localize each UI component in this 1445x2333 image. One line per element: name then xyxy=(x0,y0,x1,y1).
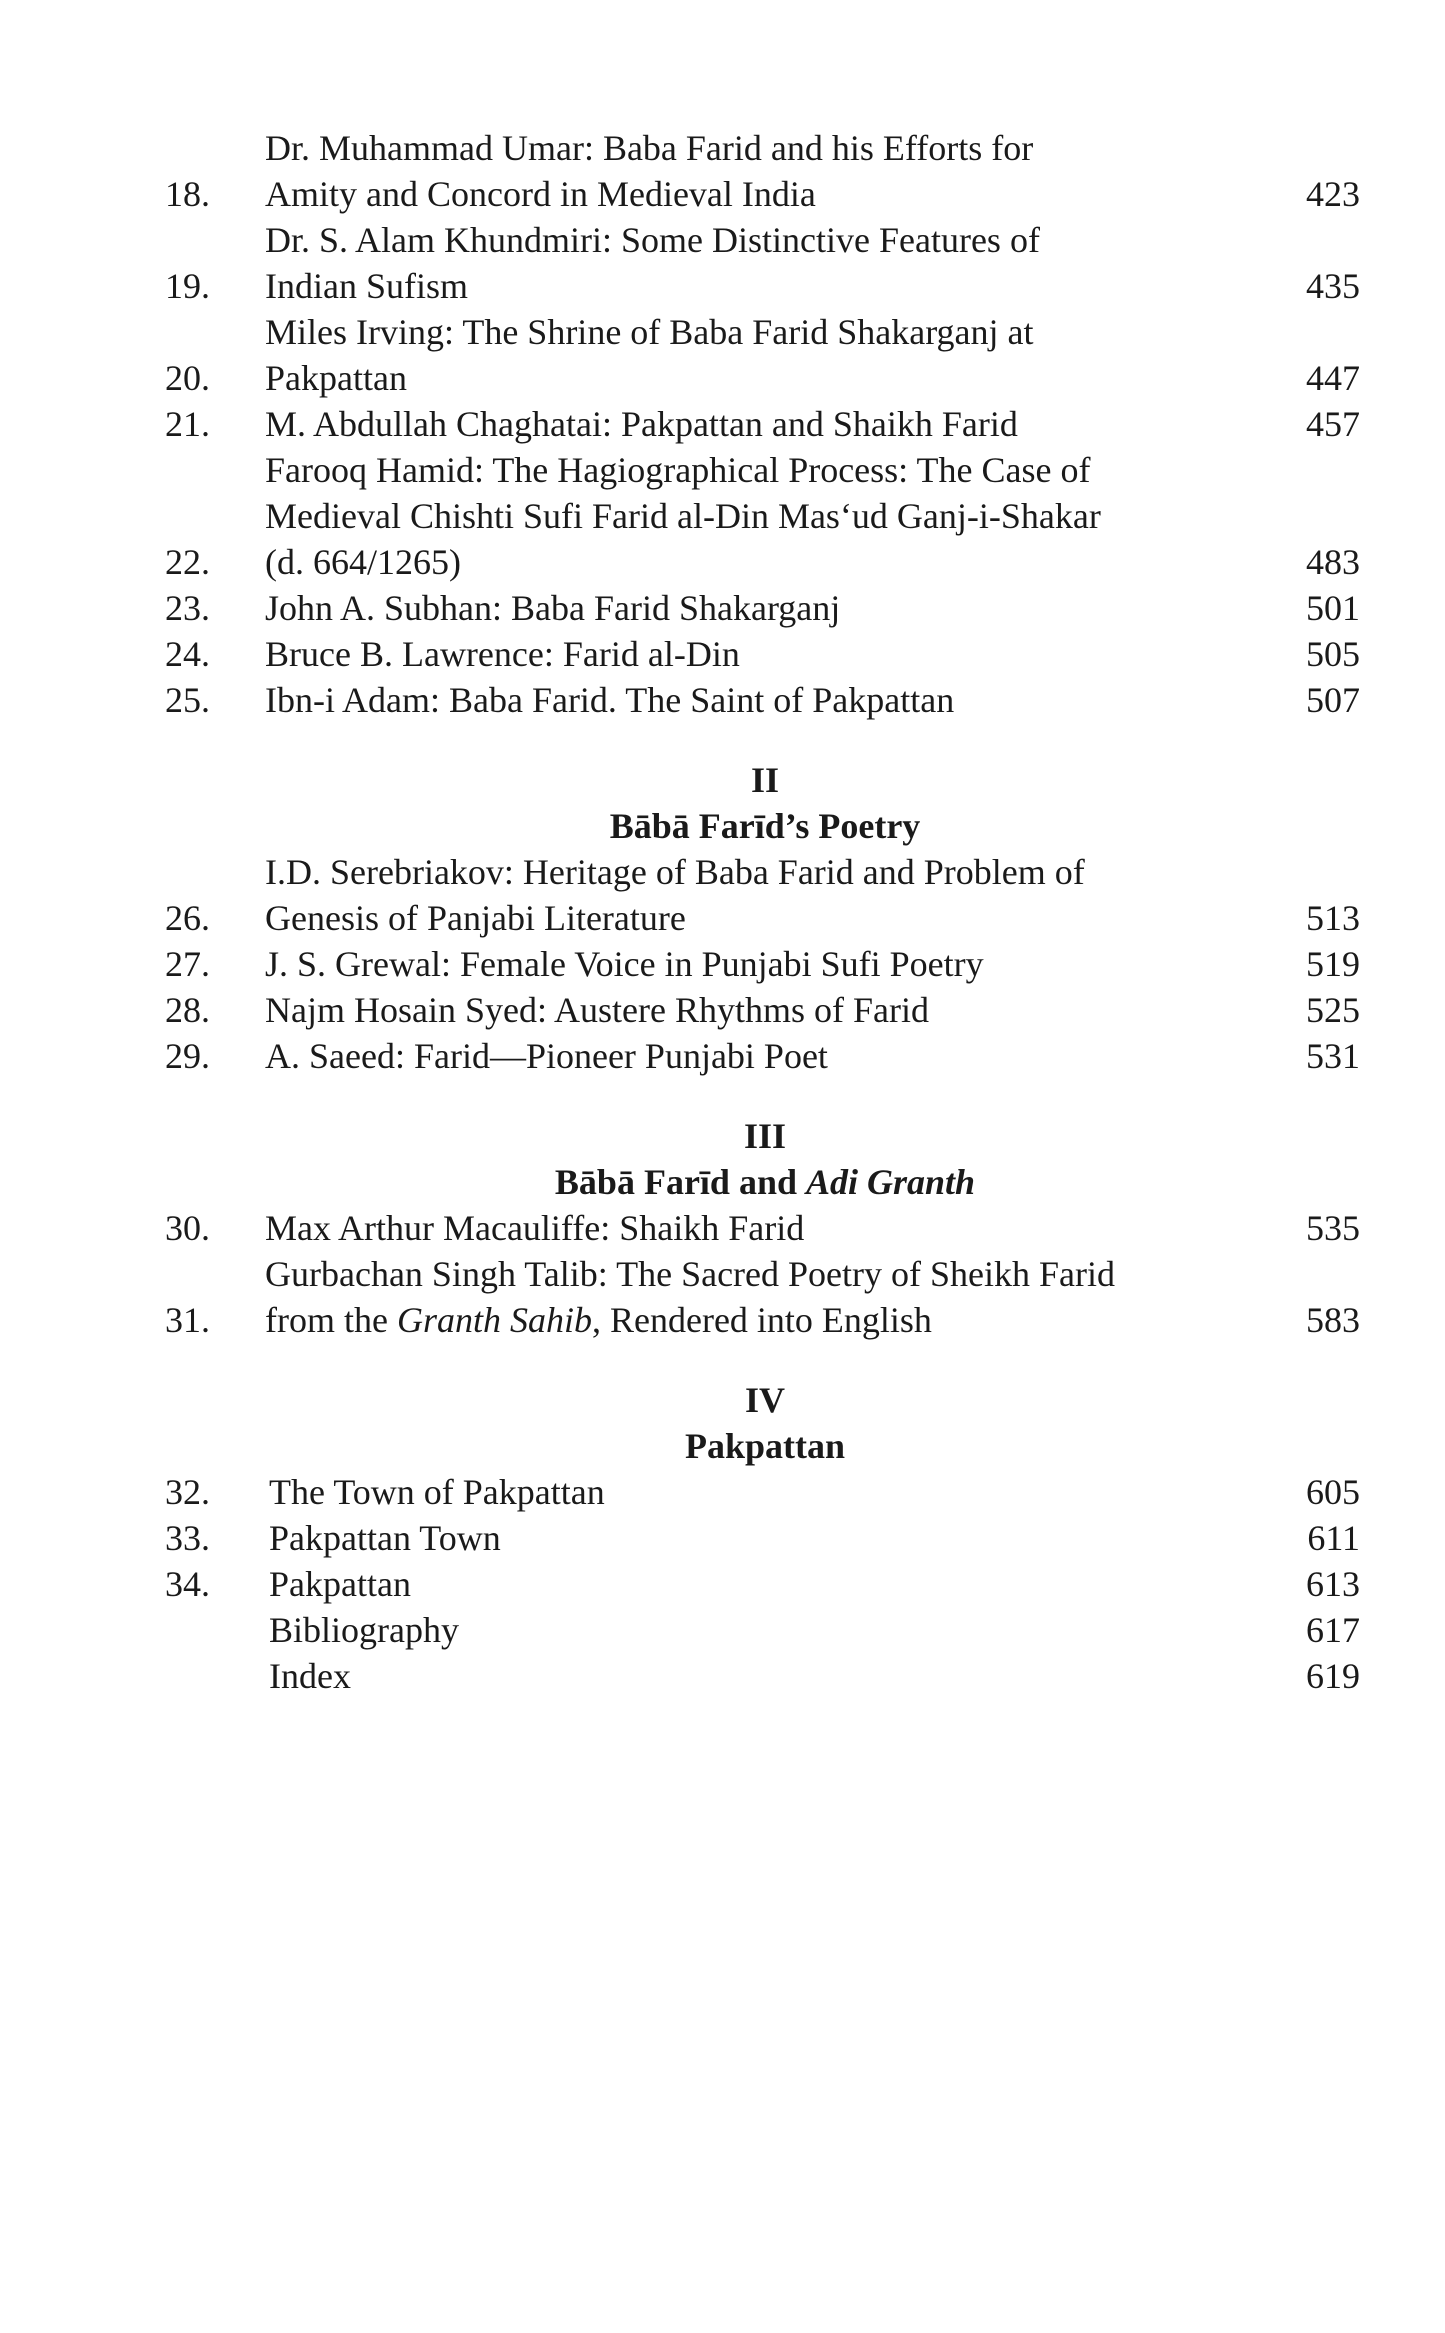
entry-page-number: 611 xyxy=(1307,1518,1360,1558)
entry-page-number: 423 xyxy=(1306,174,1360,214)
entry-title: Pakpattan Town xyxy=(269,1518,501,1558)
entry-page-number: 617 xyxy=(1306,1610,1360,1650)
toc-entry-28 xyxy=(165,987,1360,1033)
entry-page-number: 483 xyxy=(1306,542,1360,582)
entry-page-number: 501 xyxy=(1306,588,1360,628)
entry-title: J. S. Grewal: Female Voice in Punjabi Sufi Poetry xyxy=(265,944,984,984)
entry-page-number: 583 xyxy=(1306,1300,1360,1340)
toc-entry-33 xyxy=(165,1515,1360,1561)
entry-page-number: 535 xyxy=(1306,1208,1360,1248)
entry-title: Index xyxy=(269,1656,351,1696)
entry-title: The Town of Pakpattan xyxy=(269,1472,605,1512)
section-title: Bābā Farīd and Adi Granth xyxy=(554,1162,976,1202)
toc-entry-31 xyxy=(165,1251,1360,1343)
entry-number: 22. xyxy=(165,542,210,582)
toc-entry-25 xyxy=(165,677,1360,723)
entry-page-number: 513 xyxy=(1306,898,1360,938)
entry-page-number: 457 xyxy=(1306,404,1360,444)
entry-number: 28. xyxy=(165,990,210,1030)
entry-title: John A. Subhan: Baba Farid Shakarganj xyxy=(265,588,841,628)
entry-number: 21. xyxy=(165,404,210,444)
entry-number: 31. xyxy=(165,1300,210,1340)
entry-page-number: 525 xyxy=(1306,990,1360,1030)
entry-title: A. Saeed: Farid—Pioneer Punjabi Poet xyxy=(265,1036,828,1076)
toc-entry-27 xyxy=(165,941,1360,987)
entry-title: Najm Hosain Syed: Austere Rhythms of Farid xyxy=(265,990,929,1030)
toc-entry-34 xyxy=(165,1561,1360,1607)
toc-entry-30 xyxy=(165,1205,1360,1251)
section-title: Pakpattan xyxy=(684,1426,846,1466)
entry-title: Dr. Muhammad Umar: Baba Farid and his Efforts for Amity and Concord in Medieval India xyxy=(265,128,1034,214)
entry-number: 19. xyxy=(165,266,210,306)
entry-title: Miles Irving: The Shrine of Baba Farid Shakarganj at Pakpattan xyxy=(265,312,1034,398)
toc-entry-22 xyxy=(165,447,1360,585)
entry-number: 23. xyxy=(165,588,210,628)
section-numeral: III xyxy=(743,1116,787,1156)
entry-page-number: 619 xyxy=(1306,1656,1360,1696)
toc-entry-20 xyxy=(165,309,1360,401)
entry-number: 33. xyxy=(165,1518,210,1558)
section-numeral: IV xyxy=(744,1380,785,1420)
entry-title: M. Abdullah Chaghatai: Pakpattan and Shaikh Farid xyxy=(265,404,1018,444)
section-heading-iii xyxy=(165,1113,1360,1205)
section-heading-ii xyxy=(165,757,1360,849)
entry-number: 27. xyxy=(165,944,210,984)
entry-number: 30. xyxy=(165,1208,210,1248)
entry-number: 20. xyxy=(165,358,210,398)
entry-page-number: 605 xyxy=(1306,1472,1360,1512)
toc-entry-24 xyxy=(165,631,1360,677)
entry-page-number: 519 xyxy=(1306,944,1360,984)
toc-entry-19 xyxy=(165,217,1360,309)
entry-title: I.D. Serebriakov: Heritage of Baba Farid and Problem of Genesis of Panjabi Literature xyxy=(265,852,1085,938)
toc-entry-index xyxy=(165,1653,1360,1699)
entry-page-number: 507 xyxy=(1306,680,1360,720)
toc-entry-21 xyxy=(165,401,1360,447)
toc-entry-bibliography xyxy=(165,1607,1360,1653)
table-of-contents xyxy=(165,125,1360,1699)
toc-entry-29 xyxy=(165,1033,1360,1079)
entry-number: 26. xyxy=(165,898,210,938)
entry-title: Max Arthur Macauliffe: Shaikh Farid xyxy=(265,1208,805,1248)
entry-page-number: 531 xyxy=(1306,1036,1360,1076)
entry-title: Gurbachan Singh Talib: The Sacred Poetry of Sheikh Farid from the Granth Sahib, Rendered into English xyxy=(265,1254,1115,1340)
entry-title: Dr. S. Alam Khundmiri: Some Distinctive Features of Indian Sufism xyxy=(265,220,1040,306)
section-heading-iv xyxy=(165,1377,1360,1469)
entry-page-number: 505 xyxy=(1306,634,1360,674)
entry-number: 29. xyxy=(165,1036,210,1076)
entry-number: 25. xyxy=(165,680,210,720)
entry-title: Ibn-i Adam: Baba Farid. The Saint of Pakpattan xyxy=(265,680,955,720)
entry-page-number: 613 xyxy=(1306,1564,1360,1604)
entry-number: 18. xyxy=(165,174,210,214)
entry-title: Farooq Hamid: The Hagiographical Process: The Case of Medieval Chishti Sufi Farid al-Din Mas‘ud Ganj-i-Shakar (d. 664/1265) xyxy=(265,450,1101,582)
toc-entry-23 xyxy=(165,585,1360,631)
toc-entry-26 xyxy=(165,849,1360,941)
entry-number: 24. xyxy=(165,634,210,674)
entry-page-number: 435 xyxy=(1306,266,1360,306)
toc-entry-18 xyxy=(165,125,1360,217)
entry-number: 32. xyxy=(165,1472,210,1512)
toc-entry-32 xyxy=(165,1469,1360,1515)
entry-title: Bruce B. Lawrence: Farid al-Din xyxy=(265,634,740,674)
entry-title: Pakpattan xyxy=(269,1564,411,1604)
entry-number: 34. xyxy=(165,1564,210,1604)
section-title: Bābā Farīd’s Poetry xyxy=(609,806,921,846)
entry-page-number: 447 xyxy=(1306,358,1360,398)
entry-title: Bibliography xyxy=(269,1610,459,1650)
section-numeral: II xyxy=(750,760,780,800)
